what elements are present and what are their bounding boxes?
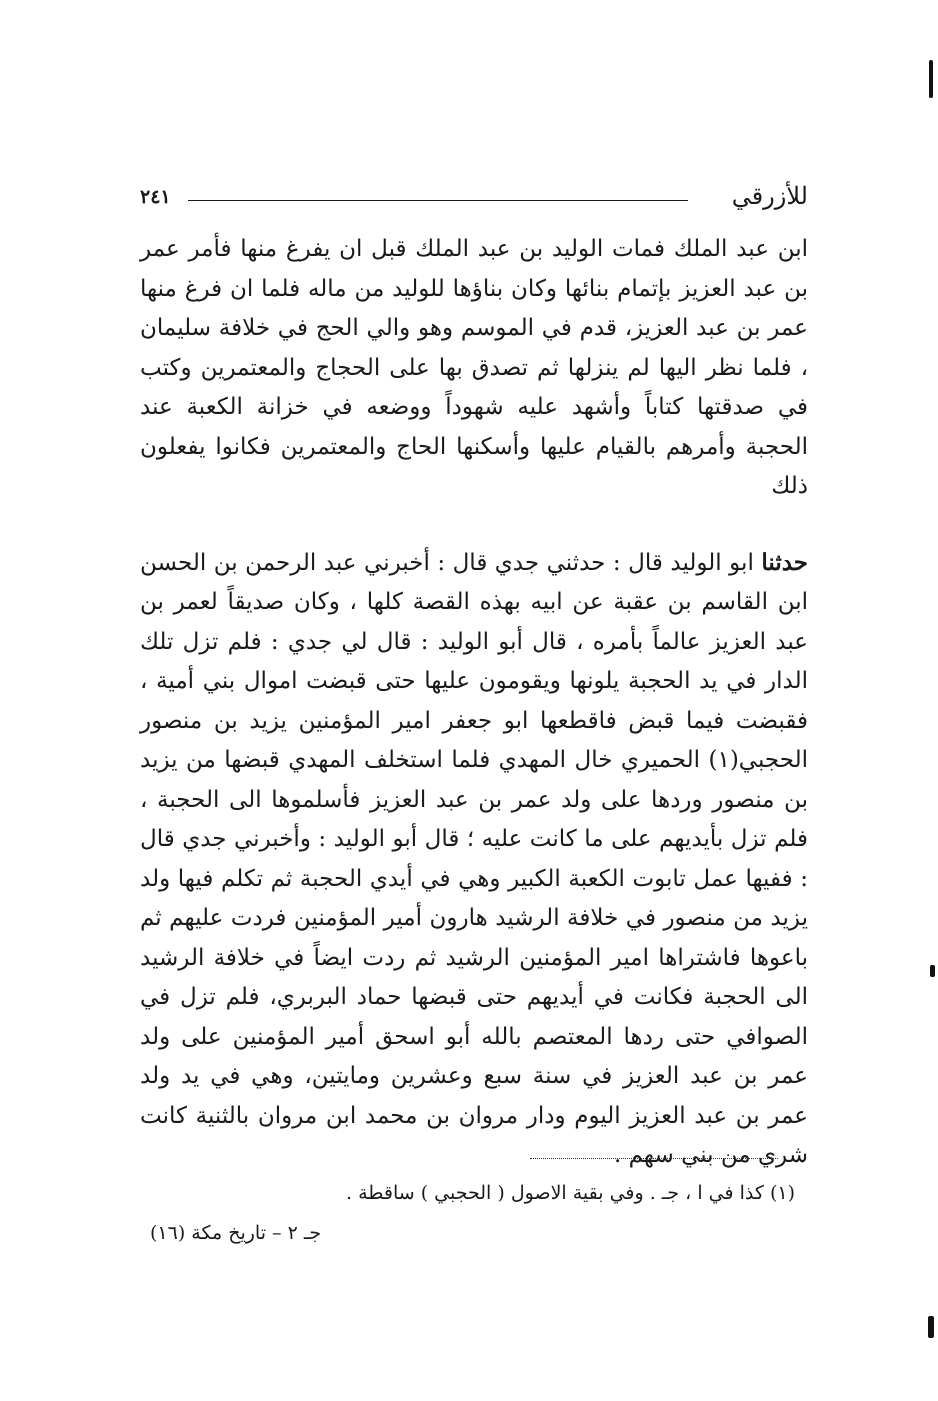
main-text [140,230,808,1176]
paragraph-2-lead: حدثنا [761,548,809,576]
paragraph-2-text: ابو الوليد قال : حدثني جدي قال : أخبرني عبد الرحمن بن الحسن ابن القاسم بن عقبة عن ابيه بهذه القصة كلها ، وكان صديقاً لعمر بن عبد العزيز عالماً بأمره ، قال أبو الوليد : قال لي جدي : فلم تزل تلك الدار في يد الحجبة يلونها ويقومون عليها حتى قبضت اموال بني أمية ، فقبضت فيما قبض فاقطعها ابو جعفر امير المؤمنين يزيد بن منصور الحجبي(١) الحميري خال المهدي فلما استخلف المهدي قبضها من يزيد بن منصور وردها على ولد عمر بن عبد العزيز فأسلموها الى الحجبة ، فلم تزل بأيديهم على ما كانت عليه ؛ قال أبو الوليد : وأخبرني جدي قال : ففيها عمل تابوت الكعبة الكبير وهي في أيدي الحجبة ثم تكلم فيها ولد يزيد من منصور في خلافة الرشيد هارون أمير المؤمنين فردت عليهم ثم باعوها فاشتراها امير المؤمنين الرشيد ثم ردت ايضاً في خلافة الرشيد الى الحجبة فكانت في أيديهم حتى قبضها حماد البربري، فلم تزل في الصوافي حتى ردها المعتصم بالله أبو اسحق أمير المؤمنين على ولد عمر بن عبد العزيز في سنة سبع وعشرين ومايتين، وهي في يد ولد عمر بن عبد العزيز اليوم ودار مروان بن محمد ابن مروان بالثنية كانت شري من بني سهم . [140,549,808,1168]
footnote-separator [530,1158,778,1159]
signature-line: جـ ٢ – تاريخ مكة (١٦) [150,1222,322,1244]
paragraph-1: ابن عبد الملك فمات الوليد بن عبد الملك قبل ان يفرغ منها فأمر عمر بن عبد العزيز بإتمام بنائها وكان بناؤها للوليد من ماله فلما ان فرغ منها عمر بن عبد العزيز، قدم في الموسم وهو والي الحج في خلافة سليمان ، فلما نظر اليها لم ينزلها ثم تصدق بها على الحجاج والمعتمرين وكتب في صدقتها كتاباً وأشهد عليه شهوداً ووضعه في خزانة الكعبة عند الحجبة وأمرهم بالقيام عليها وأسكنها الحاج والمعتمرين فكانوا يفعلون ذلك [140,236,808,499]
margin-mark-top [929,60,933,98]
paragraph-2 [140,543,808,1176]
margin-mark-middle [930,965,935,977]
running-title: للأزرقي [731,182,808,210]
footnote: (١) كذا في ا ، جـ . وفي بقية الاصول ( الحجبي ) ساقطة . [346,1182,795,1204]
page-header [140,180,808,216]
page-number: ٢٤١ [140,186,171,208]
header-rule [188,200,688,201]
margin-mark-bottom [928,1316,934,1338]
